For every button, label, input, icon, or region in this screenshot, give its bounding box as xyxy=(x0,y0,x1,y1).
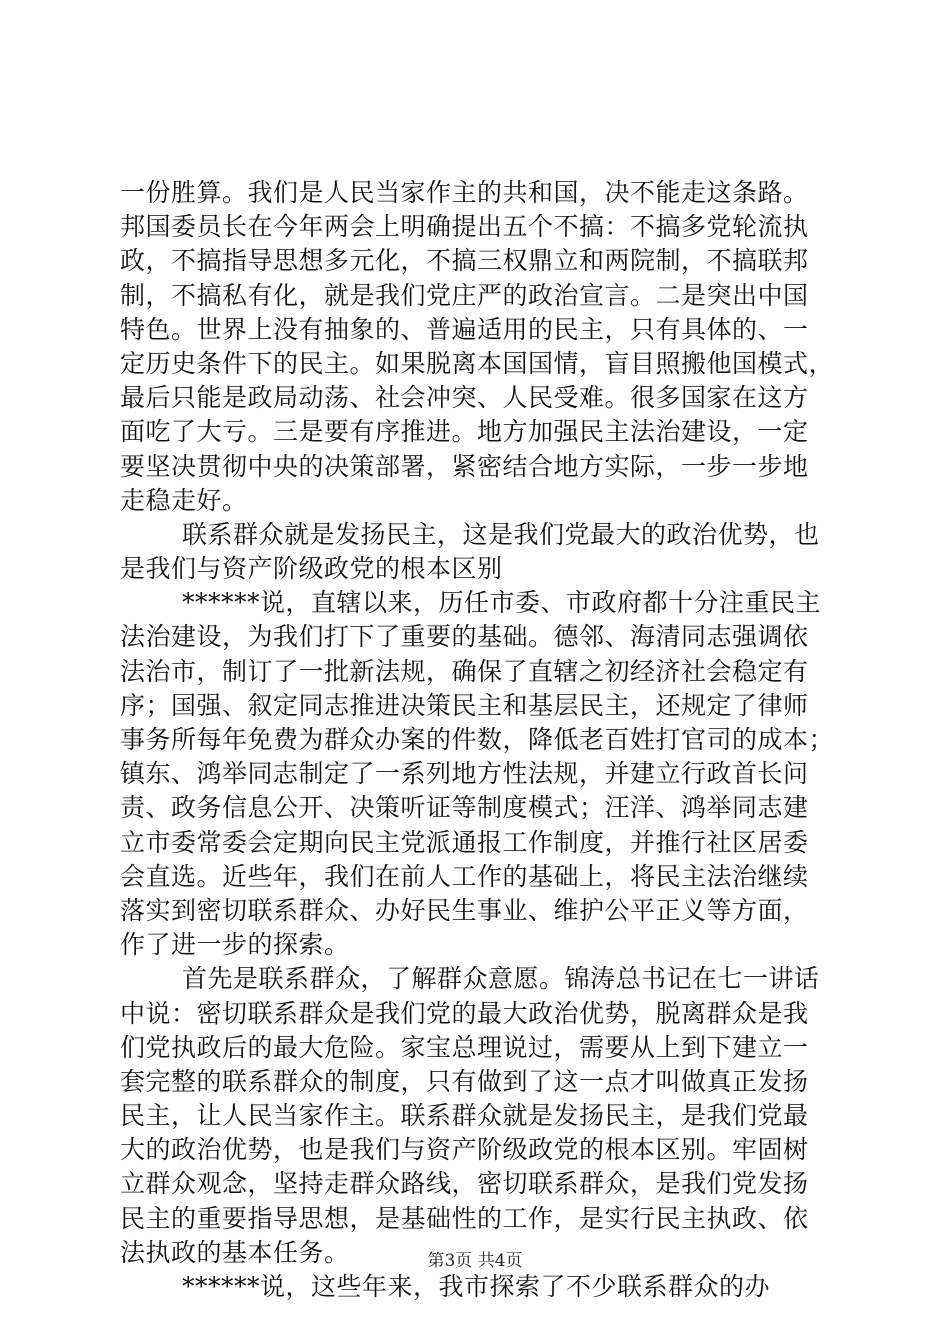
text-line: ******说，这些年来，我市探索了不少联系群众的办 xyxy=(182,1272,771,1301)
text-line: 走稳走好。 xyxy=(120,485,248,515)
text-line: 法治市，制订了一批新法规，确保了直辖之初经济社会稳定有 xyxy=(120,656,809,686)
text-line: 政，不搞指导思想多元化，不搞三权鼎立和两院制，不搞联邦 xyxy=(120,246,809,276)
text-line: 法治建设，为我们打下了重要的基础。德邻、海清同志强调依 xyxy=(120,622,809,652)
text-line: 会直选。近些年，我们在前人工作的基础上，将民主法治继续 xyxy=(120,861,809,891)
text-line: 套完整的联系群众的制度，只有做到了这一点才叫做真正发扬 xyxy=(120,1066,809,1096)
paragraph-heading-line: 是我们与资产阶级政党的根本区别 xyxy=(120,554,503,584)
text-line: 首先是联系群众，了解群众意愿。锦涛总书记在七一讲话 xyxy=(182,964,820,994)
text-line: 邦国委员长在今年两会上明确提出五个不搞：不搞多党轮流执 xyxy=(120,212,809,242)
text-line: 一份胜算。我们是人民当家作主的共和国，决不能走这条路。 xyxy=(120,178,809,207)
text-line: 定历史条件下的民主。如果脱离本国国情，盲目照搬他国模式， xyxy=(120,348,835,378)
text-line: 民主，让人民当家作主。联系群众就是发扬民主，是我们党最 xyxy=(120,1101,809,1131)
text-line: 立群众观念，坚持走群众路线，密切联系群众，是我们党发扬 xyxy=(120,1169,809,1199)
text-line: 民主的重要指导思想，是基础性的工作，是实行民主执政、依 xyxy=(120,1203,809,1233)
text-line: ******说，直辖以来，历任市委、市政府都十分注重民主 xyxy=(182,588,822,618)
body-text xyxy=(120,176,860,1304)
page-footer: 第3页 共4页 xyxy=(427,1251,523,1271)
text-line: 要坚决贯彻中央的决策部署，紧密结合地方实际，一步一步地 xyxy=(120,451,809,481)
text-line: 制，不搞私有化，就是我们党庄严的政治宣言。二是突出中国 xyxy=(120,280,809,310)
text-line: 法执政的基本任务。 xyxy=(120,1237,350,1267)
text-line: 作了进一步的探索。 xyxy=(120,930,350,960)
text-line: 落实到密切联系群众、办好民生事业、维护公平正义等方面， xyxy=(120,895,809,925)
text-line: 最后只能是政局动荡、社会冲突、人民受难。很多国家在这方 xyxy=(120,383,809,413)
text-line: 立市委常委会定期向民主党派通报工作制度，并推行社区居委 xyxy=(120,827,809,857)
paragraph-heading-line: 联系群众就是发扬民主，这是我们党最大的政治优势，也 xyxy=(182,519,820,549)
text-line: 特色。世界上没有抽象的、普遍适用的民主，只有具体的、一 xyxy=(120,314,809,344)
text-line: 中说：密切联系群众是我们党的最大政治优势，脱离群众是我 xyxy=(120,998,809,1028)
text-line: 事务所每年免费为群众办案的件数，降低老百姓打官司的成本； xyxy=(120,725,835,754)
text-line: 镇东、鸿举同志制定了一系列地方性法规，并建立行政首长问 xyxy=(120,759,809,789)
text-line: 面吃了大亏。三是要有序推进。地方加强民主法治建设，一定 xyxy=(120,417,809,447)
text-line: 们党执政后的最大危险。家宝总理说过，需要从上到下建立一 xyxy=(120,1032,809,1062)
text-line: 责、政务信息公开、决策听证等制度模式；汪洋、鸿举同志建 xyxy=(120,793,809,823)
text-line: 大的政治优势，也是我们与资产阶级政党的根本区别。牢固树 xyxy=(120,1135,809,1165)
text-line: 序；国强、叙定同志推进决策民主和基层民主，还规定了律师 xyxy=(120,690,809,720)
